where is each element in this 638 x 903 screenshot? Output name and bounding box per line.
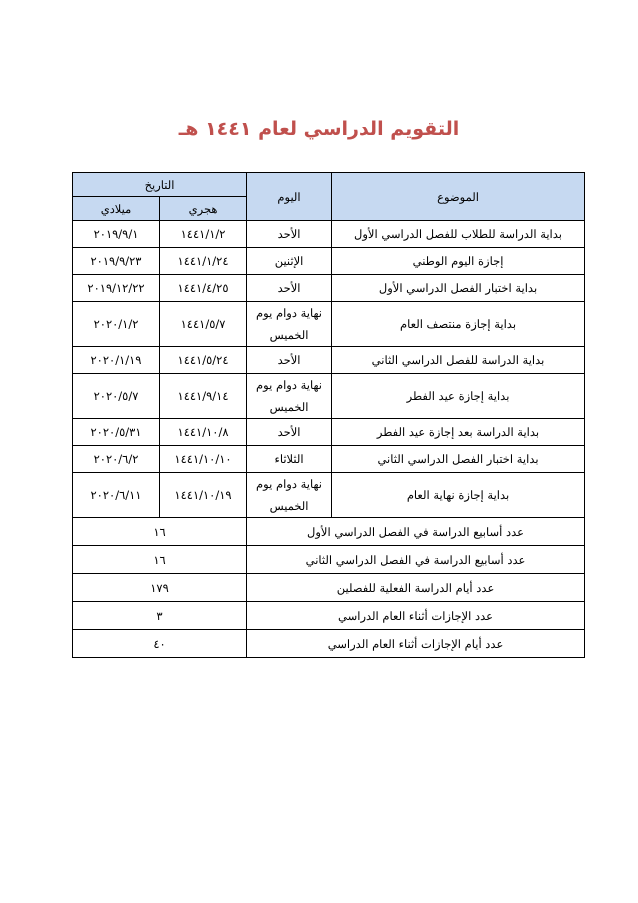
header-gregorian: ميلادي — [73, 197, 160, 221]
row-hijri: ١٤٤١/١٠/١٩ — [160, 473, 247, 518]
row-hijri: ١٤٤١/٩/١٤ — [160, 374, 247, 419]
table-row — [73, 275, 585, 302]
row-day-line2: الخميس — [269, 328, 309, 342]
summary-label: عدد أيام الدراسة الفعلية للفصلين — [247, 574, 585, 602]
row-day: الإثنين — [247, 248, 332, 275]
row-gregorian: ٢٠٢٠/١/١٩ — [73, 347, 160, 374]
page-title: التقويم الدراسي لعام ١٤٤١ هـ — [178, 118, 460, 140]
summary-row — [73, 574, 585, 602]
header-day: اليوم — [247, 173, 332, 221]
summary-label: عدد أسابيع الدراسة في الفصل الدراسي الأول — [247, 518, 585, 546]
summary-label: عدد أسابيع الدراسة في الفصل الدراسي الثاني — [247, 546, 585, 574]
table-row — [73, 302, 585, 347]
row-subject: بداية إجازة منتصف العام — [332, 302, 585, 347]
row-day: الأحد — [247, 347, 332, 374]
row-hijri: ١٤٤١/١٠/١٠ — [160, 446, 247, 473]
row-gregorian: ٢٠٢٠/١/٢ — [73, 302, 160, 347]
row-subject: إجازة اليوم الوطني — [332, 248, 585, 275]
table-row — [73, 446, 585, 473]
summary-value: ١٦ — [73, 546, 247, 574]
row-hijri: ١٤٤١/٥/٢٤ — [160, 347, 247, 374]
summary-label: عدد أيام الإجازات أثناء العام الدراسي — [247, 630, 585, 658]
row-subject: بداية اختبار الفصل الدراسي الثاني — [332, 446, 585, 473]
row-day: الأحد — [247, 221, 332, 248]
summary-row — [73, 546, 585, 574]
table-row — [73, 473, 585, 518]
table-row — [73, 347, 585, 374]
row-gregorian: ٢٠٢٠/٥/٣١ — [73, 419, 160, 446]
summary-value: ١٦ — [73, 518, 247, 546]
summary-value: ١٧٩ — [73, 574, 247, 602]
header-date: التاريخ — [73, 173, 247, 197]
row-gregorian: ٢٠٢٠/٦/١١ — [73, 473, 160, 518]
summary-value: ٣ — [73, 602, 247, 630]
row-gregorian: ٢٠٢٠/٥/٧ — [73, 374, 160, 419]
row-day-line1: نهاية دوام يوم — [256, 306, 322, 320]
row-gregorian: ٢٠١٩/٩/١ — [73, 221, 160, 248]
summary-row — [73, 602, 585, 630]
table-row — [73, 221, 585, 248]
row-subject: بداية اختبار الفصل الدراسي الأول — [332, 275, 585, 302]
summary-value: ٤٠ — [73, 630, 247, 658]
row-gregorian: ٢٠٢٠/٦/٢ — [73, 446, 160, 473]
row-day-line2: الخميس — [269, 400, 309, 414]
header-subject: الموضوع — [332, 173, 585, 221]
table-row — [73, 419, 585, 446]
academic-calendar-table — [72, 172, 585, 658]
row-subject: بداية الدراسة بعد إجازة عيد الفطر — [332, 419, 585, 446]
row-hijri: ١٤٤١/٥/٧ — [160, 302, 247, 347]
row-gregorian: ٢٠١٩/٩/٢٣ — [73, 248, 160, 275]
row-subject: بداية الدراسة للطلاب للفصل الدراسي الأول — [332, 221, 585, 248]
row-day: الثلاثاء — [247, 446, 332, 473]
row-day: الأحد — [247, 275, 332, 302]
summary-row — [73, 630, 585, 658]
row-gregorian: ٢٠١٩/١٢/٢٢ — [73, 275, 160, 302]
row-day-line1: نهاية دوام يوم — [256, 378, 322, 392]
row-hijri: ١٤٤١/٤/٢٥ — [160, 275, 247, 302]
row-day — [247, 473, 332, 518]
row-hijri: ١٤٤١/١/٢ — [160, 221, 247, 248]
summary-row — [73, 518, 585, 546]
row-subject: بداية إجازة نهاية العام — [332, 473, 585, 518]
row-day-line1: نهاية دوام يوم — [256, 477, 322, 491]
row-hijri: ١٤٤١/١٠/٨ — [160, 419, 247, 446]
row-subject: بداية الدراسة للفصل الدراسي الثاني — [332, 347, 585, 374]
header-hijri: هجري — [160, 197, 247, 221]
row-day — [247, 302, 332, 347]
row-day — [247, 374, 332, 419]
row-day: الأحد — [247, 419, 332, 446]
row-subject: بداية إجازة عيد الفطر — [332, 374, 585, 419]
row-day-line2: الخميس — [269, 499, 309, 513]
summary-label: عدد الإجازات أثناء العام الدراسي — [247, 602, 585, 630]
table-row — [73, 374, 585, 419]
table-row — [73, 248, 585, 275]
row-hijri: ١٤٤١/١/٢٤ — [160, 248, 247, 275]
